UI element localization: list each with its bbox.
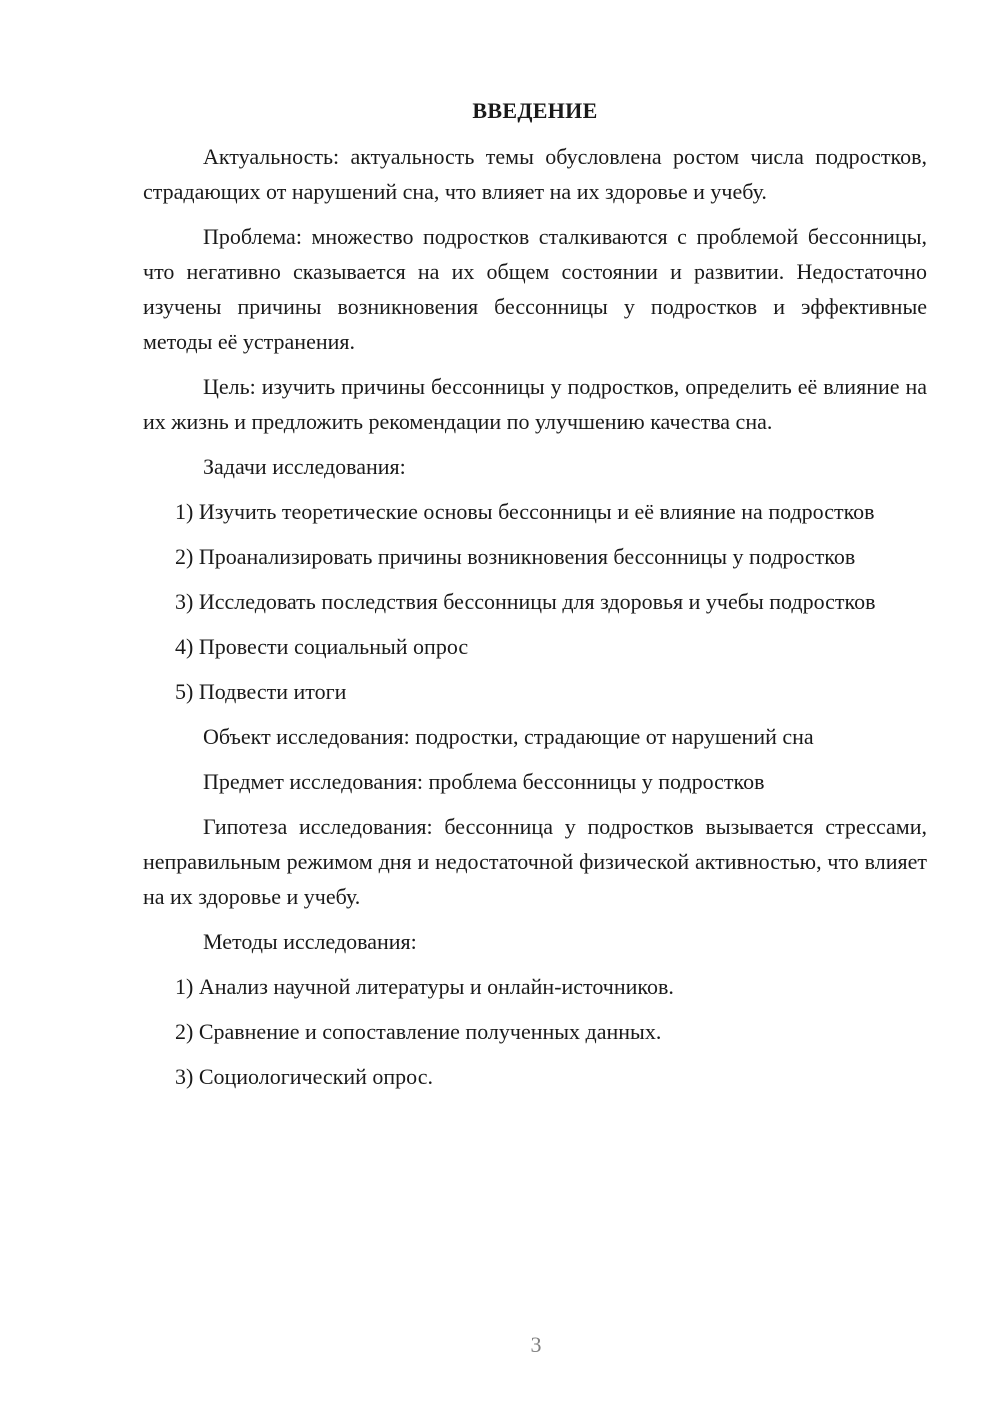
task-item-2: 2) Проанализировать причины возникновения бессонницы у подростков	[175, 544, 856, 569]
task-item-4: 4) Провести социальный опрос	[175, 634, 469, 659]
relevance-paragraph: Актуальность: актуальность темы обусловлена ростом числа подростков, страдающих от нарушений сна, что влияет на их здоровье и учебу.	[143, 144, 927, 204]
page-number: 3	[530, 1332, 542, 1357]
document-body	[143, 96, 927, 1104]
method-item-1: 1) Анализ научной литературы и онлайн-источников.	[175, 974, 674, 999]
method-item-2: 2) Сравнение и сопоставление полученных данных.	[175, 1019, 662, 1044]
task-item-3: 3) Исследовать последствия бессонницы для здоровья и учебы подростков	[175, 589, 876, 614]
research-subject: Предмет исследования: проблема бессонницы у подростков	[203, 769, 765, 794]
research-object: Объект исследования: подростки, страдающие от нарушений сна	[203, 724, 814, 749]
tasks-heading: Задачи исследования:	[203, 454, 406, 479]
method-item-3: 3) Социологический опрос.	[175, 1064, 433, 1089]
goal-paragraph: Цель: изучить причины бессонницы у подростков, определить её влияние на их жизнь и предложить рекомендации по улучшению качества сна.	[143, 374, 927, 434]
task-item-5: 5) Подвести итоги	[175, 679, 347, 704]
problem-paragraph: Проблема: множество подростков сталкиваются с проблемой бессонницы, что негативно сказывается на их общем состоянии и развитии. Недостаточно изучены причины возникновения бессонницы у подростков и эффективные методы её устранения.	[143, 224, 927, 354]
task-item-1: 1) Изучить теоретические основы бессонницы и её влияние на подростков	[175, 499, 875, 524]
methods-heading: Методы исследования:	[203, 929, 417, 954]
page-title: ВВЕДЕНИЕ	[472, 98, 598, 123]
hypothesis-paragraph: Гипотеза исследования: бессонница у подростков вызывается стрессами, неправильным режимом дня и недостаточной физической активностью, что влияет на их здоровье и учебу.	[143, 814, 927, 909]
